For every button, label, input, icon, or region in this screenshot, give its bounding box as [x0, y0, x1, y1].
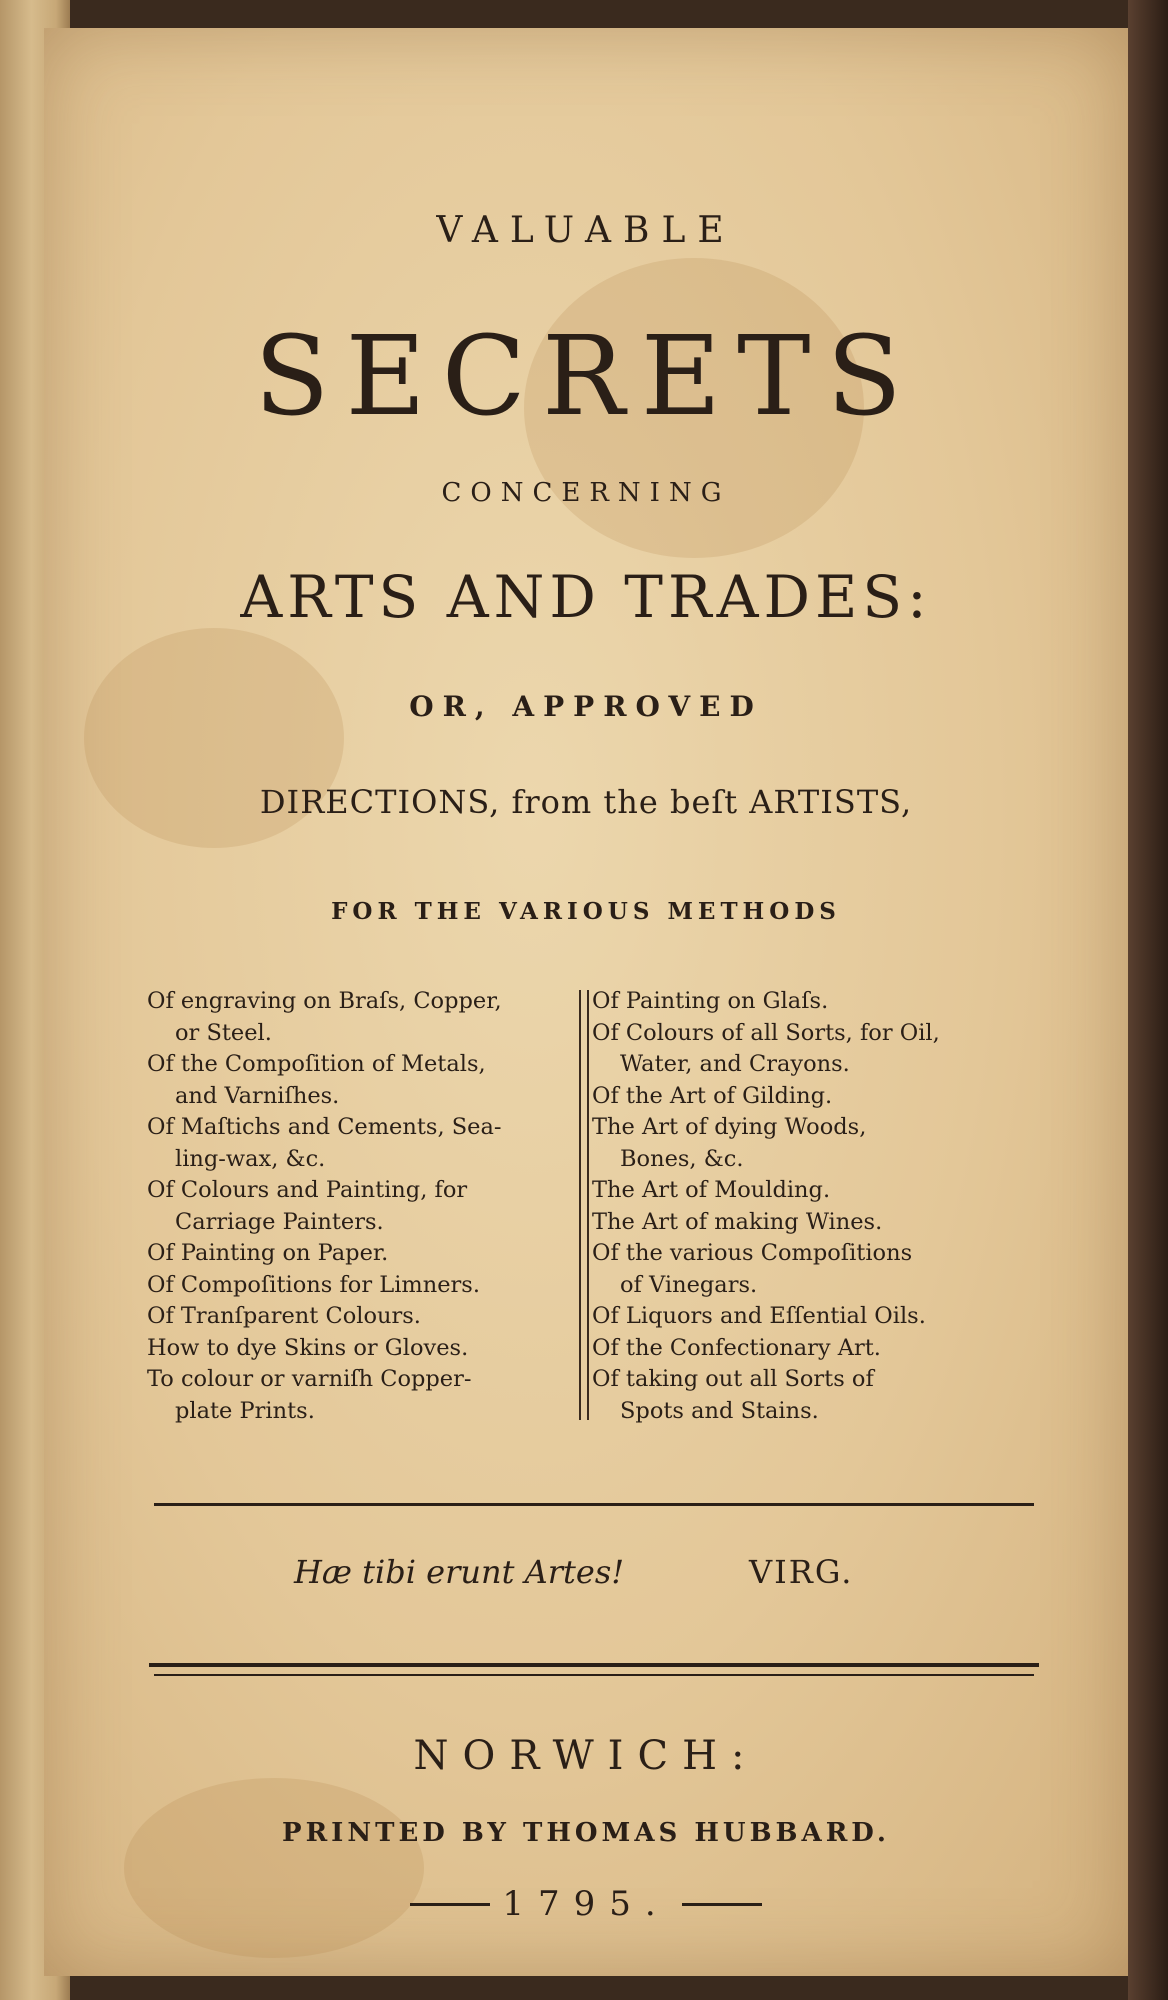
- imprint-printer: PRINTED BY THOMAS HUBBARD.: [282, 1818, 890, 1848]
- subtitle-or-approved: OR, APPROVED: [409, 690, 763, 723]
- list-item: Of Compoſitions for Limners.: [147, 1271, 480, 1298]
- subtitle-various-methods: FOR THE VARIOUS METHODS: [331, 898, 841, 925]
- motto-author: VIRG.: [749, 1553, 854, 1591]
- list-item: Of the Compoſition of Metals, and Varniſhes.: [147, 1051, 486, 1109]
- column-separator: [579, 990, 589, 1420]
- motto-text: Hæ tibi erunt Artes!: [294, 1553, 625, 1591]
- list-item: Of Colours of all Sorts, for Oil, Water, and Crayons.: [592, 1019, 940, 1077]
- imprint-date: 1795.: [502, 1884, 670, 1924]
- book-cover-edge: [1128, 0, 1168, 2000]
- list-item: How to dye Skins or Gloves.: [147, 1334, 469, 1361]
- title-line-valuable: VALUABLE: [436, 210, 736, 251]
- list-item: Of Painting on Paper.: [147, 1240, 389, 1266]
- list-item: Of the Confectionary Art.: [592, 1334, 881, 1361]
- subtitle-directions: DIRECTIONS, from the beſt ARTISTS,: [259, 783, 913, 821]
- contents-column-left: [147, 986, 577, 1427]
- list-item: Of the various Compoſitions of Vinegars.: [592, 1240, 913, 1298]
- title-line-secrets: SECRETS: [254, 312, 918, 440]
- list-item: Of Tranſparent Colours.: [147, 1303, 421, 1329]
- divider-rule-thin: [154, 1674, 1034, 1676]
- contents-list: [147, 986, 1027, 1426]
- list-item: Of the Art of Gilding.: [592, 1082, 833, 1109]
- divider-rule: [154, 1503, 1034, 1506]
- title-line-concerning: CONCERNING: [441, 478, 731, 508]
- list-item: To colour or varniſh Copper- plate Prints.: [147, 1366, 472, 1424]
- ornament-dash: [410, 1903, 490, 1906]
- list-item: Of Liquors and Eſſential Oils.: [592, 1303, 926, 1329]
- divider-rule-thick: [149, 1663, 1039, 1667]
- list-item: Of Painting on Glaſs.: [592, 988, 829, 1014]
- list-item: Of taking out all Sorts of Spots and Stains.: [592, 1366, 874, 1424]
- title-page: [44, 28, 1128, 1976]
- imprint-place: NORWICH:: [413, 1733, 759, 1779]
- list-item: Of engraving on Braſs, Copper, or Steel.: [147, 988, 502, 1046]
- ornament-dash: [682, 1903, 762, 1906]
- contents-column-right: [592, 986, 1022, 1427]
- list-item: The Art of dying Woods, Bones, &c.: [592, 1114, 867, 1172]
- list-item: Of Maſtichs and Cements, Sea- ling-wax, &c.: [147, 1114, 502, 1172]
- imprint-date-row: [44, 1884, 1128, 1924]
- list-item: The Art of Moulding.: [592, 1177, 831, 1203]
- list-item: The Art of making Wines.: [592, 1208, 883, 1235]
- list-item: Of Colours and Painting, for Carriage Painters.: [147, 1177, 468, 1235]
- stain: [124, 1778, 424, 1958]
- title-line-arts-and-trades: ARTS AND TRADES:: [240, 563, 932, 631]
